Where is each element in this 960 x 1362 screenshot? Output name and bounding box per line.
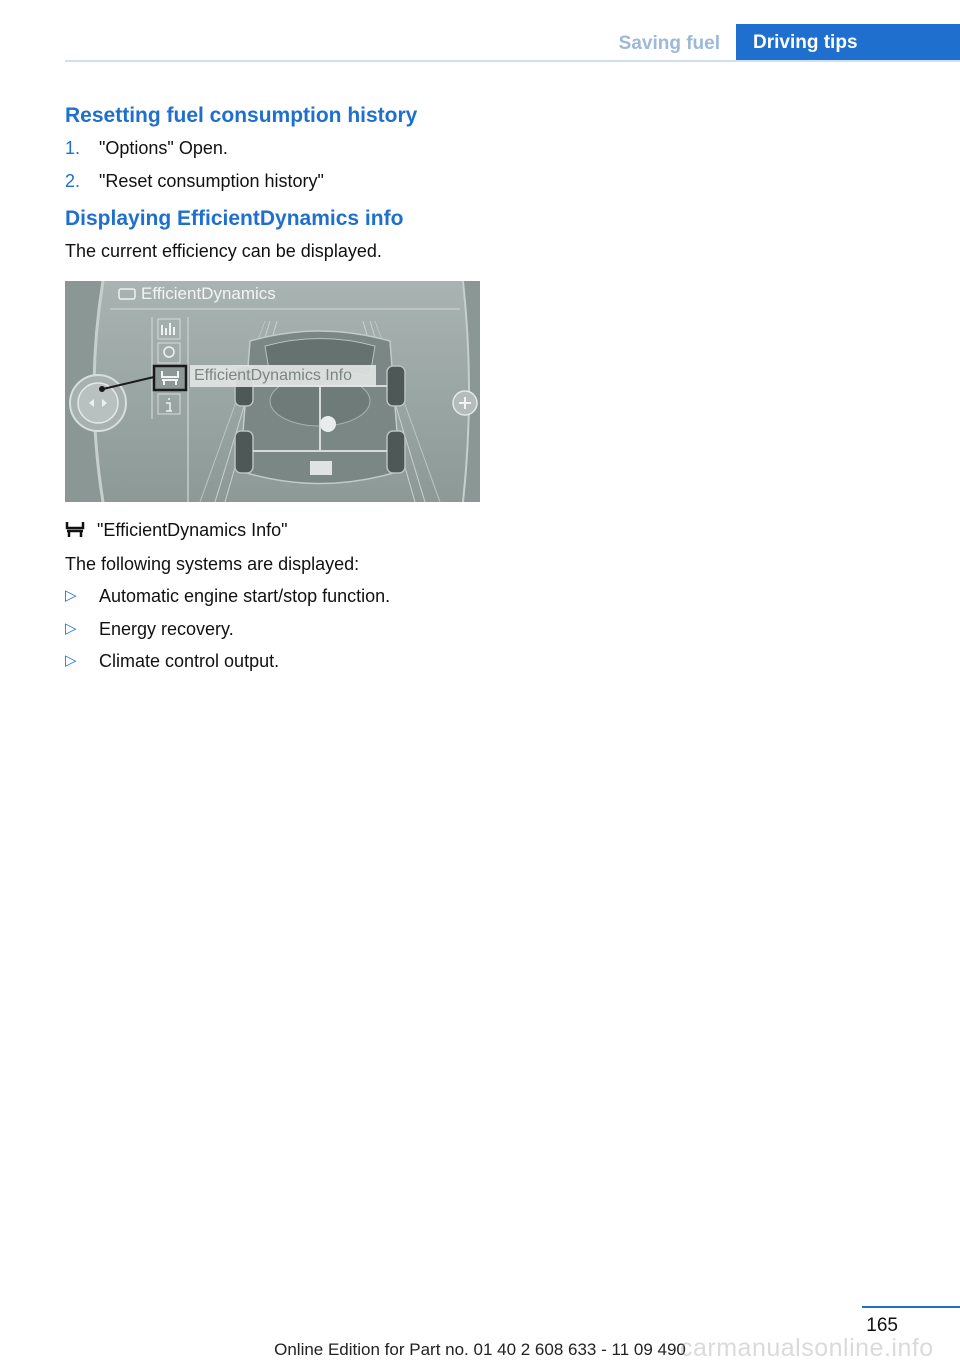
systems-list: [65, 580, 485, 678]
page-content: [65, 100, 485, 678]
watermark: carmanualsonline.info: [680, 1334, 934, 1362]
list-item: [65, 132, 485, 165]
figure-caption: [65, 518, 485, 542]
page-number: 165: [866, 1315, 898, 1336]
header-section-tab: Saving fuel: [618, 33, 720, 54]
heading-efficientdynamics-info: Displaying EfficientDynamics info: [65, 207, 404, 230]
edition-footer: Online Edition for Part no. 01 40 2 608 633 - 11 09 490: [274, 1340, 686, 1359]
reset-steps-list: [65, 132, 485, 197]
step-number: 2.: [65, 170, 81, 191]
caption-text: "EfficientDynamics Info": [97, 519, 288, 540]
screen-title: EfficientDynamics: [141, 283, 276, 303]
efficientdynamics-info-icon: [65, 521, 85, 539]
list-item: [65, 645, 485, 678]
highlighted-menu-label: EfficientDynamics Info: [190, 365, 376, 387]
page-number-rule: [862, 1306, 960, 1308]
idrive-screen-figure: [65, 281, 480, 502]
list-item: [65, 165, 485, 198]
idrive-screen-illustration: [65, 281, 480, 502]
triangle-bullet-icon: ▷: [65, 587, 77, 604]
systems-intro: The following systems are displayed:: [65, 553, 360, 574]
list-item: [65, 580, 485, 613]
list-item-text: Automatic engine start/stop function.: [99, 586, 391, 606]
intro-text: The current efficiency can be displayed.: [65, 241, 382, 261]
triangle-bullet-icon: ▷: [65, 652, 77, 669]
header-rule: [65, 60, 960, 62]
heading-reset-history: Resetting fuel consumption history: [65, 104, 418, 127]
step-text: "Reset consumption history": [99, 170, 324, 191]
step-number: 1.: [65, 138, 81, 158]
header-chapter-tab: Driving tips: [736, 24, 960, 62]
list-item-text: Climate control output.: [99, 651, 280, 671]
step-text: "Options" Open.: [99, 138, 228, 158]
list-item: [65, 613, 485, 646]
list-item-text: Energy recovery.: [99, 618, 234, 639]
triangle-bullet-icon: ▷: [65, 619, 77, 637]
